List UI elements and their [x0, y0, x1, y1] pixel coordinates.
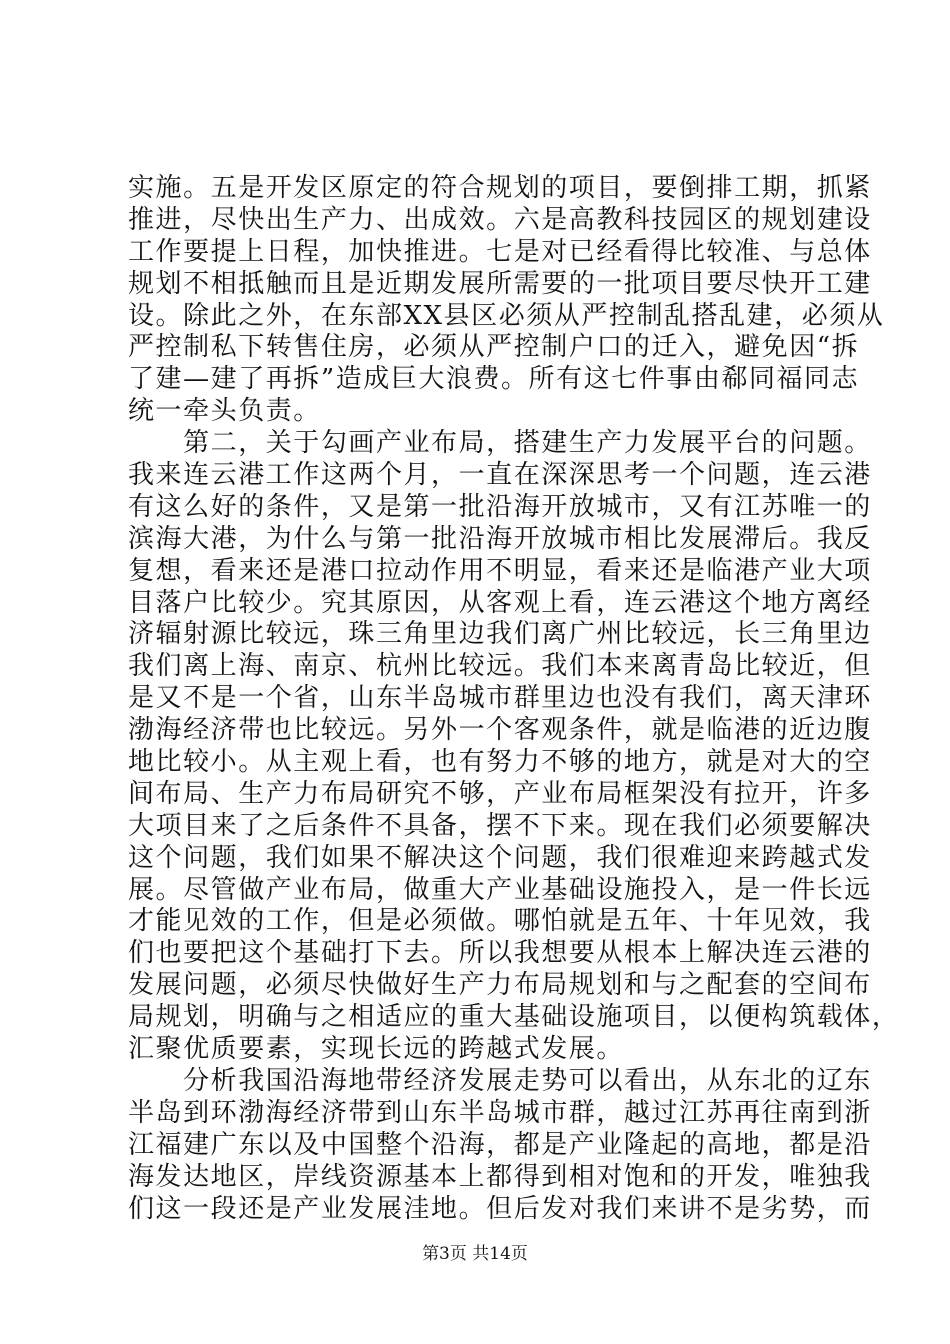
text-line: 我们离上海、南京、杭州比较远。我们本来离青岛比较近，但	[128, 651, 872, 682]
text-line: 规划不相抵触而且是近期发展所需要的一批项目要尽快开工建	[128, 268, 872, 299]
text-line: 们这一段还是产业发展洼地。但后发对我们来讲不是劣势，而	[128, 1193, 872, 1224]
text-line: 海发达地区，岸线资源基本上都得到相对饱和的开发，唯独我	[128, 1161, 872, 1192]
text-line: 半岛到环渤海经济带到山东半岛城市群，越过江苏再往南到浙	[128, 1097, 872, 1128]
text-line: 是又不是一个省，山东半岛城市群里边也没有我们，离天津环	[128, 683, 872, 714]
text-line: 发展问题，必须尽快做好生产力布局规划和与之配套的空间布	[128, 970, 872, 1001]
text-line: 分析我国沿海地带经济发展走势可以看出，从东北的辽东	[128, 1065, 872, 1096]
page-footer	[0, 1242, 950, 1266]
text-line: 我来连云港工作这两个月，一直在深深思考一个问题，连云港	[128, 460, 872, 491]
text-line: 设。除此之外，在东部XX县区必须从严控制乱搭乱建，必须从	[128, 300, 885, 331]
text-line: 江福建广东以及中国整个沿海，都是产业隆起的高地，都是沿	[128, 1129, 872, 1160]
text-line: 汇聚优质要素，实现长远的跨越式发展。	[128, 1034, 624, 1065]
text-line: 大项目来了之后条件不具备，摆不下来。现在我们必须要解决	[128, 810, 872, 841]
text-line: 目落户比较少。究其原因，从客观上看，连云港这个地方离经	[128, 587, 872, 618]
text-line: 严控制私下转售住房，必须从严控制户口的迁入，避免因“拆	[128, 332, 860, 363]
text-line: 渤海经济带也比较远。另外一个客观条件，就是临港的近边腹	[128, 715, 872, 746]
text-line: 展。尽管做产业布局，做重大产业基础设施投入，是一件长远	[128, 874, 872, 905]
text-line: 们也要把这个基础打下去。所以我想要从根本上解决连云港的	[128, 938, 872, 969]
text-line: 地比较小。从主观上看，也有努力不够的地方，就是对大的空	[128, 747, 872, 778]
paragraph-3	[128, 1065, 872, 1225]
text-line: 第二，关于勾画产业布局，搭建生产力发展平台的问题。	[128, 428, 872, 459]
text-line: 实施。五是开发区原定的符合规划的项目，要倒排工期，抓紧	[128, 173, 872, 203]
text-line: 工作要提上日程，加快推进。七是对已经看得比较准、与总体	[128, 236, 872, 267]
body-text	[128, 173, 900, 1225]
text-line: 间布局、生产力布局研究不够，产业布局框架没有拉开，许多	[128, 778, 872, 809]
text-line: 滨海大港，为什么与第一批沿海开放城市相比发展滞后。我反	[128, 523, 872, 554]
page-number-label: 第3页 共14页	[422, 1244, 528, 1264]
text-line: 济辐射源比较远，珠三角里边我们离广州比较远，长三角里边	[128, 619, 872, 650]
text-line: 局规划，明确与之相适应的重大基础设施项目，以便构筑载体，	[128, 1002, 900, 1033]
paragraph-2	[128, 428, 900, 1066]
text-line: 这个问题，我们如果不解决这个问题，我们很难迎来跨越式发	[128, 842, 872, 873]
text-line: 推进，尽快出生产力、出成效。六是高教科技园区的规划建设	[128, 204, 872, 235]
text-line: 才能见效的工作，但是必须做。哪怕就是五年、十年见效，我	[128, 906, 872, 937]
text-line: 有这么好的条件，又是第一批沿海开放城市，又有江苏唯一的	[128, 491, 872, 522]
paragraph-1	[128, 173, 885, 428]
text-line: 统一牵头负责。	[128, 396, 321, 427]
text-line: 了建—建了再拆”造成巨大浪费。所有这七件事由郗同福同志	[128, 364, 860, 395]
text-line: 复想，看来还是港口拉动作用不明显，看来还是临港产业大项	[128, 555, 872, 586]
